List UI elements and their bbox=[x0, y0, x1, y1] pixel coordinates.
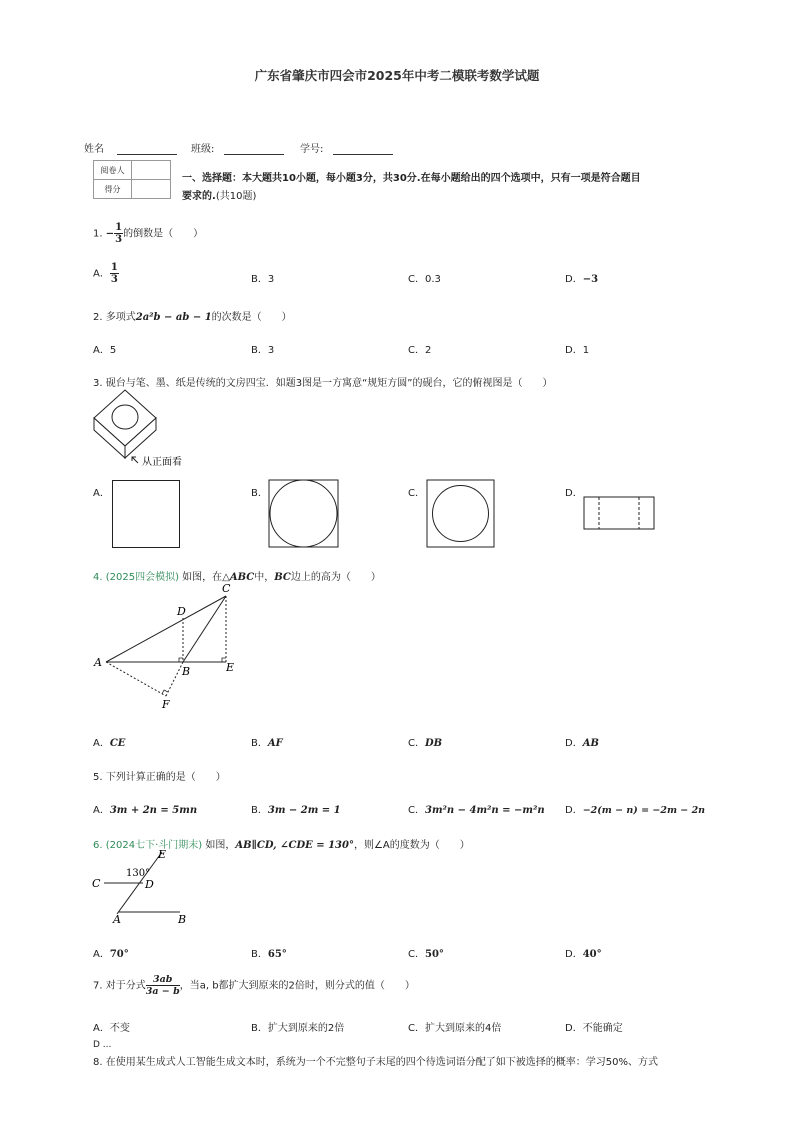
score-label: 得分 bbox=[94, 180, 132, 199]
q7-suffix: ，当a, b都扩大到原来的2倍时，则分式的值（ ） bbox=[179, 980, 415, 992]
q4-source[interactable]: (2025四会模拟) bbox=[105, 572, 179, 583]
option-label: A． bbox=[93, 738, 110, 749]
q1-frac-top: 1 bbox=[115, 222, 123, 233]
q7-option-b[interactable]: B．扩大到原来的2倍 bbox=[251, 1023, 345, 1034]
q6-option-c[interactable] bbox=[408, 945, 444, 960]
frac-top: 3ab bbox=[146, 974, 180, 986]
q1-optA-fraction bbox=[110, 262, 119, 285]
student-id-field[interactable] bbox=[300, 140, 393, 155]
q2-expression: 2a²b − ab − 1 bbox=[135, 312, 212, 323]
q5-option-b[interactable] bbox=[251, 801, 341, 816]
q3-option-d-label[interactable]: D． bbox=[565, 488, 583, 499]
q6-prefix: 如图， bbox=[202, 840, 236, 851]
option-label: A． bbox=[93, 949, 110, 960]
q6-source[interactable]: (2024七下·斗门期末) bbox=[105, 840, 203, 851]
class-field[interactable] bbox=[191, 140, 284, 155]
q5-option-a[interactable] bbox=[93, 801, 197, 816]
q2-option-c[interactable]: C．2 bbox=[408, 345, 432, 356]
name-blank bbox=[117, 143, 177, 155]
q4-label-d: D bbox=[177, 605, 186, 618]
question-8: 8. 在使用某生成式人工智能生成文本时，系统为一个不完整句子末尾的四个待选词语分配了如下被选择的概率：学习50%、方式 bbox=[93, 1057, 658, 1068]
option-value: 50° bbox=[424, 949, 444, 960]
reviewer-cell[interactable] bbox=[132, 161, 171, 180]
score-table bbox=[93, 160, 171, 199]
option-value: AF bbox=[267, 738, 283, 749]
q4-prefix: 如图，在 bbox=[179, 572, 223, 583]
q3-option-c-figure[interactable] bbox=[426, 479, 496, 549]
q2-suffix: 的次数是（ ） bbox=[211, 312, 292, 323]
q3-option-a-square[interactable] bbox=[112, 480, 180, 548]
inkstone-figure bbox=[90, 388, 200, 470]
option-value: DB bbox=[424, 738, 443, 749]
question-3: 3. 砚台与笔、墨、纸是传统的文房四宝．如题3图是一方寓意“规矩方圆”的砚台，它的俯视图是（ ） bbox=[93, 378, 553, 389]
section-heading bbox=[182, 170, 642, 206]
name-label: 姓名 bbox=[84, 144, 104, 155]
option-label: D． bbox=[565, 738, 583, 749]
q6-number: 6. bbox=[93, 840, 103, 851]
q4-option-c[interactable] bbox=[408, 734, 442, 749]
q3-option-b-figure[interactable] bbox=[268, 479, 340, 549]
option-value: −3 bbox=[582, 274, 599, 285]
class-label: 班级: bbox=[191, 144, 215, 155]
q2-option-a[interactable]: A．5 bbox=[93, 345, 117, 356]
q3-option-c-label[interactable]: C． bbox=[408, 488, 425, 499]
frac-top: 1 bbox=[110, 262, 118, 273]
q6-label-a: A bbox=[113, 913, 121, 926]
view-direction-label: 从正面看 bbox=[142, 457, 182, 468]
q4-option-a[interactable] bbox=[93, 734, 125, 749]
option-label: A． bbox=[93, 268, 110, 280]
q4-mid: 中， bbox=[254, 572, 275, 583]
section-text: 一、选择题：本大题共10小题，每小题3分，共30分.在每小题给出的四个选项中，只有一项是符合题目要求的. bbox=[182, 173, 641, 202]
frac-bottom: 3 bbox=[110, 274, 118, 285]
q6-label-c: C bbox=[92, 877, 101, 890]
q3-option-a-label[interactable]: A． bbox=[93, 488, 110, 499]
option-label: D． bbox=[565, 805, 583, 816]
option-label: C． bbox=[408, 949, 425, 960]
q1-frac-bottom: 3 bbox=[115, 234, 123, 245]
q6-label-d: D bbox=[145, 878, 154, 891]
option-label: B． bbox=[251, 805, 268, 816]
question-5: 5. 下列计算正确的是（ ） bbox=[93, 772, 226, 783]
q1-fraction bbox=[114, 222, 123, 245]
q4-label-e: E bbox=[226, 661, 235, 674]
q6-suffix: ，则∠A的度数为（ ） bbox=[353, 840, 470, 851]
q7-fraction bbox=[146, 974, 180, 997]
option-label: D． bbox=[565, 274, 583, 285]
question-2 bbox=[93, 308, 292, 323]
class-blank bbox=[224, 143, 284, 155]
option-label: C． bbox=[408, 805, 425, 816]
q6-angle-label: 130° bbox=[126, 868, 151, 879]
q1-option-c[interactable]: C．0.3 bbox=[408, 274, 441, 285]
option-value: CE bbox=[109, 738, 126, 749]
q3-option-d-figure[interactable] bbox=[583, 496, 657, 532]
q1-option-b[interactable]: B．3 bbox=[251, 274, 275, 285]
q1-option-a[interactable] bbox=[93, 262, 119, 285]
option-value: −2(m − n) = −2m − 2n bbox=[582, 805, 706, 816]
option-label: B． bbox=[251, 949, 268, 960]
q4-bc: BC bbox=[274, 572, 291, 583]
q7-option-d[interactable]: D．不能确定 bbox=[565, 1023, 623, 1034]
reviewer-label: 阅卷人 bbox=[94, 161, 132, 180]
option-value: AB bbox=[582, 738, 599, 749]
q6-option-d[interactable] bbox=[565, 945, 602, 960]
page-title: 广东省肇庆市四会市2025年中考二模联考数学试题 bbox=[254, 68, 540, 83]
option-value: 3m − 2m = 1 bbox=[267, 805, 341, 816]
q1-minus: − bbox=[105, 228, 115, 240]
q1-option-d[interactable] bbox=[565, 270, 598, 285]
q2-option-b[interactable]: B．3 bbox=[251, 345, 275, 356]
q6-parallel-figure bbox=[88, 846, 198, 926]
q6-option-b[interactable] bbox=[251, 945, 287, 960]
q2-option-d[interactable]: D．1 bbox=[565, 345, 590, 356]
score-cell[interactable] bbox=[132, 180, 171, 199]
frac-bottom: 3a − b bbox=[145, 986, 180, 997]
stray-text: D ... bbox=[93, 1040, 112, 1050]
option-label: D． bbox=[565, 949, 583, 960]
q4-number: 4. bbox=[93, 572, 103, 583]
option-value: 65° bbox=[267, 949, 287, 960]
option-value: 40° bbox=[582, 949, 602, 960]
q2-prefix: 2. 多项式 bbox=[93, 312, 136, 323]
q4-option-b[interactable] bbox=[251, 734, 283, 749]
section-count: (共10题) bbox=[215, 191, 257, 202]
q4-triangle: △ABC bbox=[222, 572, 255, 583]
q4-label-f: F bbox=[162, 698, 170, 711]
question-7 bbox=[93, 974, 415, 997]
q7-prefix: 7. 对于分式 bbox=[93, 980, 146, 992]
name-field[interactable] bbox=[84, 140, 177, 155]
option-label: C． bbox=[408, 738, 425, 749]
student-id-label: 学号: bbox=[300, 144, 324, 155]
q7-option-c[interactable]: C．扩大到原来的4倍 bbox=[408, 1023, 502, 1034]
q4-label-c: C bbox=[222, 582, 231, 595]
q7-option-a[interactable]: A．不变 bbox=[93, 1023, 130, 1034]
q5-option-d[interactable] bbox=[565, 801, 705, 816]
option-label: B． bbox=[251, 738, 268, 749]
q6-condition: AB∥CD, ∠CDE = 130° bbox=[235, 840, 354, 851]
option-value: 70° bbox=[109, 949, 129, 960]
student-id-blank bbox=[333, 143, 393, 155]
q6-label-b: B bbox=[178, 913, 187, 926]
option-label: A． bbox=[93, 805, 110, 816]
q1-text: 的倒数是（ ） bbox=[123, 228, 204, 240]
q6-option-a[interactable] bbox=[93, 945, 129, 960]
q3-option-b-label[interactable]: B． bbox=[251, 488, 268, 499]
q4-triangle-figure bbox=[88, 578, 248, 713]
q4-label-b: B bbox=[182, 665, 191, 678]
question-1 bbox=[93, 222, 203, 245]
q6-label-e: E bbox=[158, 848, 167, 861]
q4-suffix: 边上的高为（ ） bbox=[290, 572, 381, 583]
q5-option-c[interactable] bbox=[408, 801, 545, 816]
option-value: 3m²n − 4m²n = −m²n bbox=[424, 805, 545, 816]
q1-number: 1. bbox=[93, 228, 103, 240]
q4-option-d[interactable] bbox=[565, 734, 599, 749]
q4-label-a: A bbox=[94, 656, 102, 669]
option-value: 3m + 2n = 5mn bbox=[109, 805, 198, 816]
